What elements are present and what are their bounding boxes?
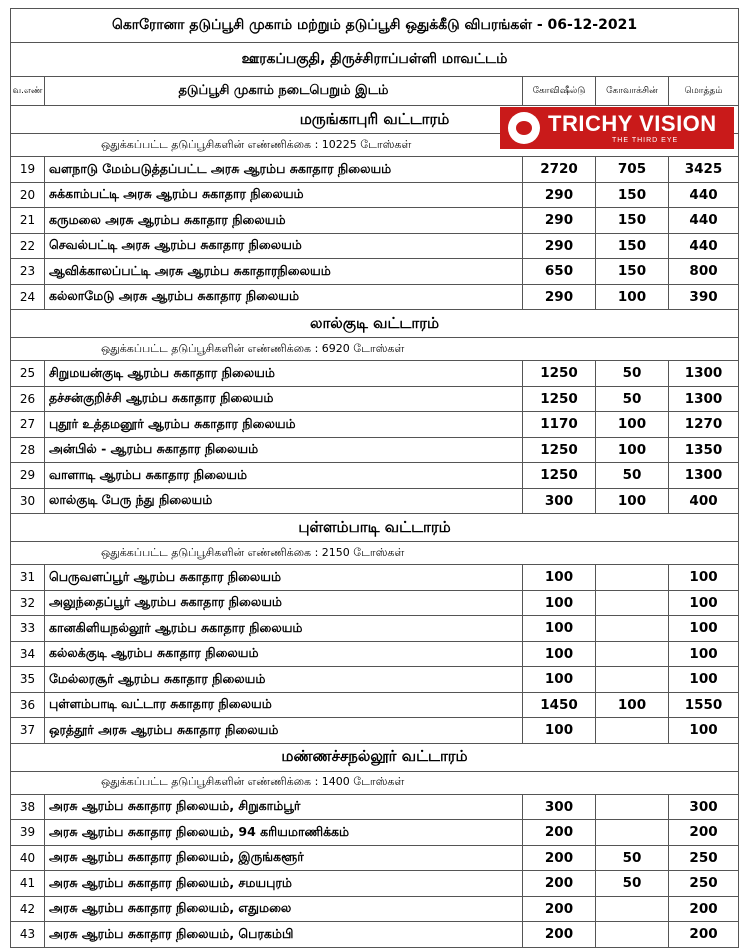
logo-brand-text: TRICHY VISION xyxy=(548,111,717,136)
camp-location: அலுந்தைப்பூர் ஆரம்ப சுகாதார நிலையம் xyxy=(45,590,523,616)
camp-location: அரசு ஆரம்ப சுகாதார நிலையம், சிறுகாம்பூர் xyxy=(45,794,523,820)
camp-location: சிறுமயன்குடி ஆரம்ப சுகாதார நிலையம் xyxy=(45,361,523,387)
covaxin-count: 100 xyxy=(596,437,669,463)
camp-location: அன்பில் - ஆரம்ப சுகாதார நிலையம் xyxy=(45,437,523,463)
total-count: 200 xyxy=(669,896,739,922)
covishield-count: 1250 xyxy=(523,437,596,463)
total-count: 250 xyxy=(669,871,739,897)
total-count: 440 xyxy=(669,233,739,259)
serial-number: 37 xyxy=(11,718,45,744)
covishield-count: 200 xyxy=(523,820,596,846)
covishield-count: 1450 xyxy=(523,692,596,718)
column-header-sno: வ.எண் xyxy=(11,77,45,106)
covaxin-count xyxy=(596,922,669,948)
camp-location: அரசு ஆரம்ப சுகாதார நிலையம், பெரகம்பி xyxy=(45,922,523,948)
camp-location: தச்சன்குறிச்சி ஆரம்ப சுகாதார நிலையம் xyxy=(45,386,523,412)
serial-number: 24 xyxy=(11,284,45,310)
allocation-note: ஒதுக்கப்பட்ட தடுப்பூசிகளின் எண்ணிக்கை : 1400 டோஸ்கள் xyxy=(11,771,739,794)
covishield-count: 650 xyxy=(523,259,596,285)
camp-location: ஆவிக்காலப்பட்டி அரசு ஆரம்ப சுகாதாரநிலையம் xyxy=(45,259,523,285)
allocation-row xyxy=(11,771,739,794)
covishield-count: 100 xyxy=(523,641,596,667)
table-row xyxy=(11,182,739,208)
covaxin-count: 150 xyxy=(596,208,669,234)
covaxin-count: 100 xyxy=(596,488,669,514)
covishield-count: 1250 xyxy=(523,463,596,489)
covaxin-count: 100 xyxy=(596,412,669,438)
total-count: 100 xyxy=(669,641,739,667)
serial-number: 19 xyxy=(11,157,45,183)
total-count: 1300 xyxy=(669,386,739,412)
camp-location: புதூர் உத்தமனூர் ஆரம்ப சுகாதார நிலையம் xyxy=(45,412,523,438)
serial-number: 27 xyxy=(11,412,45,438)
subtitle-row xyxy=(11,43,739,77)
table-row xyxy=(11,922,739,948)
total-count: 200 xyxy=(669,820,739,846)
covaxin-count: 150 xyxy=(596,259,669,285)
table-row xyxy=(11,590,739,616)
camp-location: அரசு ஆரம்ப சுகாதார நிலையம், 94 கரியமாணிக்கம் xyxy=(45,820,523,846)
table-row xyxy=(11,361,739,387)
column-header-place: தடுப்பூசி முகாம் நடைபெறும் இடம் xyxy=(45,77,523,106)
covishield-count: 1250 xyxy=(523,386,596,412)
covaxin-count xyxy=(596,718,669,744)
serial-number: 35 xyxy=(11,667,45,693)
total-count: 300 xyxy=(669,794,739,820)
table-row xyxy=(11,845,739,871)
table-row xyxy=(11,386,739,412)
eye-logo-icon xyxy=(508,112,540,144)
serial-number: 38 xyxy=(11,794,45,820)
block-name: லால்குடி வட்டாரம் xyxy=(11,310,739,338)
covishield-count: 100 xyxy=(523,616,596,642)
covishield-count: 290 xyxy=(523,233,596,259)
column-header-covishield: கோவிஷீல்டு xyxy=(523,77,596,106)
camp-location: கானகிளியநல்லூர் ஆரம்ப சுகாதார நிலையம் xyxy=(45,616,523,642)
total-count: 1300 xyxy=(669,361,739,387)
serial-number: 23 xyxy=(11,259,45,285)
covishield-count: 290 xyxy=(523,182,596,208)
allocation-note: ஒதுக்கப்பட்ட தடுப்பூசிகளின் எண்ணிக்கை : 10225 டோஸ்கள் xyxy=(11,134,739,157)
covishield-count: 300 xyxy=(523,488,596,514)
serial-number: 21 xyxy=(11,208,45,234)
serial-number: 25 xyxy=(11,361,45,387)
total-count: 250 xyxy=(669,845,739,871)
block-name: மருங்காபுரி வட்டாரம் xyxy=(11,106,739,134)
serial-number: 40 xyxy=(11,845,45,871)
total-count: 800 xyxy=(669,259,739,285)
total-count: 100 xyxy=(669,667,739,693)
camp-location: பெருவளப்பூர் ஆரம்ப சுகாதார நிலையம் xyxy=(45,565,523,591)
covaxin-count: 50 xyxy=(596,361,669,387)
camp-location: கல்லக்குடி ஆரம்ப சுகாதார நிலையம் xyxy=(45,641,523,667)
covishield-count: 1250 xyxy=(523,361,596,387)
table-row xyxy=(11,259,739,285)
table-body xyxy=(11,9,739,948)
table-row xyxy=(11,692,739,718)
total-count: 440 xyxy=(669,182,739,208)
allocation-note: ஒதுக்கப்பட்ட தடுப்பூசிகளின் எண்ணிக்கை : 6920 டோஸ்கள் xyxy=(11,338,739,361)
logo-tagline: THE THIRD EYE xyxy=(612,137,679,144)
total-count: 200 xyxy=(669,922,739,948)
camp-location: வாளாடி ஆரம்ப சுகாதார நிலையம் xyxy=(45,463,523,489)
block-name: மண்ணச்சநல்லூர் வட்டாரம் xyxy=(11,743,739,771)
total-count: 100 xyxy=(669,565,739,591)
camp-location: வளநாடு மேம்படுத்தப்பட்ட அரசு ஆரம்ப சுகாதார நிலையம் xyxy=(45,157,523,183)
document-title: கொரோனா தடுப்பூசி முகாம் மற்றும் தடுப்பூசி ஒதுக்கீடு விபரங்கள் - 06-12-2021 xyxy=(11,9,739,43)
camp-location: செவல்பட்டி அரசு ஆரம்ப சுகாதார நிலையம் xyxy=(45,233,523,259)
block-header-row xyxy=(11,514,739,542)
trichy-vision-logo xyxy=(500,107,734,149)
column-header-total: மொத்தம் xyxy=(669,77,739,106)
covaxin-count: 100 xyxy=(596,284,669,310)
covaxin-count xyxy=(596,616,669,642)
camp-location: அரசு ஆரம்ப சுகாதார நிலையம், எதுமலை xyxy=(45,896,523,922)
covaxin-count: 100 xyxy=(596,692,669,718)
camp-location: ஒரத்தூர் அரசு ஆரம்ப சுகாதார நிலையம் xyxy=(45,718,523,744)
block-name: புள்ளம்பாடி வட்டாரம் xyxy=(11,514,739,542)
covishield-count: 200 xyxy=(523,871,596,897)
covishield-count: 100 xyxy=(523,667,596,693)
serial-number: 28 xyxy=(11,437,45,463)
table-row xyxy=(11,896,739,922)
covishield-count: 200 xyxy=(523,922,596,948)
total-count: 1350 xyxy=(669,437,739,463)
table-row xyxy=(11,718,739,744)
block-header-row xyxy=(11,310,739,338)
covishield-count: 2720 xyxy=(523,157,596,183)
covaxin-count: 50 xyxy=(596,871,669,897)
covaxin-count: 50 xyxy=(596,463,669,489)
table-row xyxy=(11,412,739,438)
total-count: 400 xyxy=(669,488,739,514)
covishield-count: 290 xyxy=(523,208,596,234)
serial-number: 34 xyxy=(11,641,45,667)
table-row xyxy=(11,208,739,234)
covaxin-count: 50 xyxy=(596,386,669,412)
allocation-note: ஒதுக்கப்பட்ட தடுப்பூசிகளின் எண்ணிக்கை : 2150 டோஸ்கள் xyxy=(11,542,739,565)
total-count: 1550 xyxy=(669,692,739,718)
table-row xyxy=(11,794,739,820)
covaxin-count xyxy=(596,794,669,820)
camp-location: கருமலை அரசு ஆரம்ப சுகாதார நிலையம் xyxy=(45,208,523,234)
allocation-row xyxy=(11,542,739,565)
covaxin-count: 705 xyxy=(596,157,669,183)
column-header-row xyxy=(11,77,739,106)
serial-number: 26 xyxy=(11,386,45,412)
camp-location: அரசு ஆரம்ப சுகாதார நிலையம், சமயபுரம் xyxy=(45,871,523,897)
table-row xyxy=(11,284,739,310)
table-row xyxy=(11,820,739,846)
serial-number: 20 xyxy=(11,182,45,208)
total-count: 100 xyxy=(669,718,739,744)
total-count: 100 xyxy=(669,590,739,616)
total-count: 3425 xyxy=(669,157,739,183)
serial-number: 33 xyxy=(11,616,45,642)
covaxin-count: 150 xyxy=(596,233,669,259)
covaxin-count xyxy=(596,641,669,667)
table-row xyxy=(11,871,739,897)
total-count: 1270 xyxy=(669,412,739,438)
serial-number: 30 xyxy=(11,488,45,514)
covishield-count: 200 xyxy=(523,896,596,922)
table-row xyxy=(11,667,739,693)
table-row xyxy=(11,157,739,183)
covishield-count: 1170 xyxy=(523,412,596,438)
covaxin-count xyxy=(596,820,669,846)
covishield-count: 100 xyxy=(523,590,596,616)
covaxin-count xyxy=(596,590,669,616)
covaxin-count xyxy=(596,565,669,591)
serial-number: 43 xyxy=(11,922,45,948)
serial-number: 41 xyxy=(11,871,45,897)
column-header-covaxin: கோவாக்சின் xyxy=(596,77,669,106)
camp-location: கல்லாமேடு அரசு ஆரம்ப சுகாதார நிலையம் xyxy=(45,284,523,310)
serial-number: 42 xyxy=(11,896,45,922)
covishield-count: 290 xyxy=(523,284,596,310)
table-row xyxy=(11,616,739,642)
camp-location: சுக்காம்பட்டி அரசு ஆரம்ப சுகாதார நிலையம் xyxy=(45,182,523,208)
covaxin-count: 50 xyxy=(596,845,669,871)
covaxin-count xyxy=(596,896,669,922)
table-row xyxy=(11,233,739,259)
document-subtitle: ஊரகப்பகுதி, திருச்சிராப்பள்ளி மாவட்டம் xyxy=(11,43,739,77)
total-count: 440 xyxy=(669,208,739,234)
table-row xyxy=(11,641,739,667)
covaxin-count xyxy=(596,667,669,693)
total-count: 390 xyxy=(669,284,739,310)
camp-location: மேல்லரசூர் ஆரம்ப சுகாதார நிலையம் xyxy=(45,667,523,693)
covishield-count: 300 xyxy=(523,794,596,820)
allocation-row xyxy=(11,338,739,361)
serial-number: 39 xyxy=(11,820,45,846)
serial-number: 29 xyxy=(11,463,45,489)
covaxin-count: 150 xyxy=(596,182,669,208)
serial-number: 32 xyxy=(11,590,45,616)
covishield-count: 200 xyxy=(523,845,596,871)
block-header-row xyxy=(11,743,739,771)
table-row xyxy=(11,463,739,489)
covishield-count: 100 xyxy=(523,718,596,744)
camp-location: லால்குடி பேரு ந்து நிலையம் xyxy=(45,488,523,514)
serial-number: 22 xyxy=(11,233,45,259)
table-row xyxy=(11,437,739,463)
camp-location: அரசு ஆரம்ப சுகாதார நிலையம், இருங்களூர் xyxy=(45,845,523,871)
total-count: 1300 xyxy=(669,463,739,489)
covishield-count: 100 xyxy=(523,565,596,591)
total-count: 100 xyxy=(669,616,739,642)
serial-number: 31 xyxy=(11,565,45,591)
camp-location: புள்ளம்பாடி வட்டார சுகாதார நிலையம் xyxy=(45,692,523,718)
table-row xyxy=(11,565,739,591)
table-row xyxy=(11,488,739,514)
title-row xyxy=(11,9,739,43)
serial-number: 36 xyxy=(11,692,45,718)
